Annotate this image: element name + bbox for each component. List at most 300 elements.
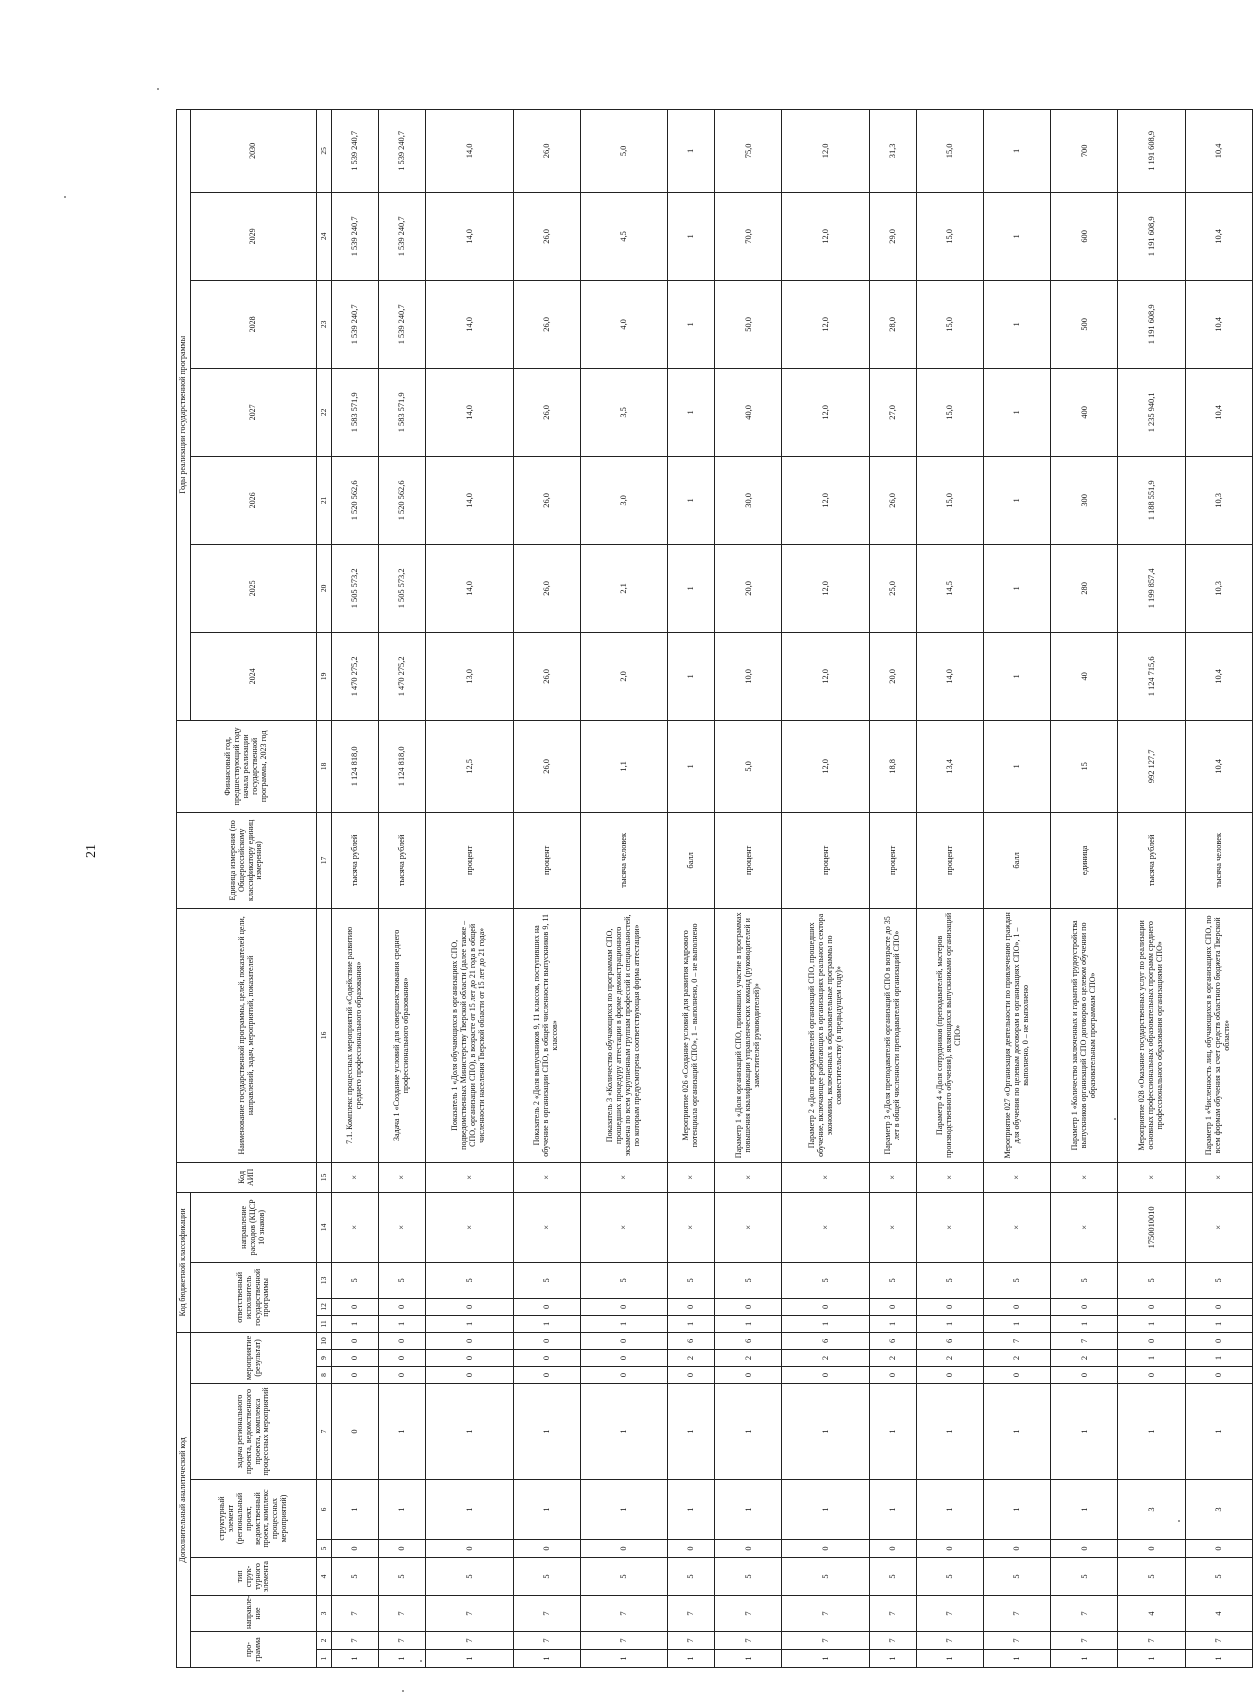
code-cell: 1 [332,1480,379,1540]
code-cell: × [1051,1162,1118,1192]
base-year-value: 5,0 [715,720,782,812]
code-cell: 7 [984,1596,1051,1632]
code-cell: 0 [513,1367,580,1384]
code-cell: 0 [1185,1298,1252,1315]
base-year-value: 1 124 818,0 [379,720,426,812]
year-value: 700 [1051,109,1118,192]
col-index: 12 [317,1298,332,1315]
code-cell: 1 [869,1315,916,1332]
header-year-2030: 2030 [191,109,317,192]
year-value: 1 [984,632,1051,720]
year-value: 1 505 573,2 [332,544,379,632]
header-budget-code: Код бюджетной классификации [177,1192,191,1332]
code-cell: 7 [426,1596,513,1632]
col-index: 14 [317,1192,332,1262]
col-index: 17 [317,812,332,908]
code-cell: 0 [379,1298,426,1315]
year-value: 5,0 [580,109,667,192]
code-cell: 5 [1118,1262,1185,1298]
code-cell: × [984,1192,1051,1262]
base-year-value: 10,4 [1185,720,1252,812]
code-cell: × [332,1192,379,1262]
year-value: 1 188 551,9 [1118,456,1185,544]
code-cell: 5 [426,1558,513,1596]
year-value: 1 [984,544,1051,632]
code-cell: 0 [513,1350,580,1367]
code-cell: 7 [916,1596,983,1632]
year-value: 14,5 [916,544,983,632]
code-cell: 1 [1118,1384,1185,1480]
col-index: 5 [317,1540,332,1558]
year-value: 400 [1051,368,1118,456]
code-cell: 0 [916,1298,983,1315]
unit-cell: процент [513,812,580,908]
code-cell: 7 [580,1632,667,1650]
year-value: 1 124 715,6 [1118,632,1185,720]
table-row [715,109,782,1667]
base-year-value: 13,4 [916,720,983,812]
col-index: 22 [317,368,332,456]
code-cell: × [668,1192,715,1262]
code-cell: 0 [782,1367,869,1384]
col-index: 9 [317,1350,332,1367]
col-index: 15 [317,1162,332,1192]
code-cell: 0 [984,1298,1051,1315]
year-value: 26,0 [513,192,580,280]
code-cell: 5 [984,1558,1051,1596]
code-cell: 1 [580,1315,667,1332]
code-cell: 1 [916,1315,983,1332]
code-cell: 0 [513,1540,580,1558]
code-cell: 1 [1118,1315,1185,1332]
header-years-group: Годы реализации государственной программы [177,109,191,720]
code-cell: 0 [580,1540,667,1558]
year-value: 75,0 [715,109,782,192]
table-row [1051,109,1118,1667]
code-cell: 0 [715,1540,782,1558]
code-cell: 0 [1118,1367,1185,1384]
year-value: 1 [668,544,715,632]
base-year-value: 1 [668,720,715,812]
code-cell: 7 [426,1632,513,1650]
col-index: 2 [317,1632,332,1650]
code-cell: 7 [782,1596,869,1632]
year-value: 1 235 940,1 [1118,368,1185,456]
code-cell: 7 [668,1632,715,1650]
year-value: 10,4 [1185,368,1252,456]
col-index: 25 [317,109,332,192]
year-value: 10,0 [715,632,782,720]
code-cell: × [715,1192,782,1262]
year-value: 20,0 [869,632,916,720]
col-index: 13 [317,1262,332,1298]
row-name: Параметр 1 «Количество заключенных и гарантий трудоустройства выпускников организаций СПО договоров о целевом обучении по образовательным программам СПО» [1051,908,1118,1162]
code-cell: 0 [379,1350,426,1367]
code-cell: × [715,1162,782,1192]
year-value: 1 470 275,2 [379,632,426,720]
table-row [379,109,426,1667]
year-value: 15,0 [916,109,983,192]
code-cell: × [580,1162,667,1192]
year-value: 1 520 562,6 [379,456,426,544]
header-year-2027: 2027 [191,368,317,456]
code-cell: 1 [1051,1480,1118,1540]
year-value: 29,0 [869,192,916,280]
code-cell: 6 [715,1332,782,1349]
year-value: 1 [984,368,1051,456]
year-value: 13,0 [426,632,513,720]
table-row [668,109,715,1667]
year-value: 12,0 [782,368,869,456]
code-cell: 0 [668,1367,715,1384]
code-cell: 0 [984,1367,1051,1384]
table-sheet [176,117,1253,1668]
code-cell: 0 [1185,1540,1252,1558]
year-value: 14,0 [426,456,513,544]
year-value: 14,0 [426,192,513,280]
code-cell: 7 [869,1596,916,1632]
year-value: 27,0 [869,368,916,456]
col-index: 16 [317,908,332,1162]
col-index: 20 [317,544,332,632]
year-value: 1 [668,632,715,720]
code-cell: 7 [869,1632,916,1650]
code-cell: 5 [668,1558,715,1596]
year-value: 1 [984,192,1051,280]
year-value: 1 [984,456,1051,544]
year-value: 1 539 240,7 [379,192,426,280]
col-index: 3 [317,1596,332,1632]
code-cell: 1 [715,1384,782,1480]
year-value: 1 [984,109,1051,192]
code-cell: 0 [580,1350,667,1367]
code-cell: 1 [580,1480,667,1540]
code-cell: 1 [426,1650,513,1668]
code-cell: 6 [668,1332,715,1349]
base-year-value: 12,0 [782,720,869,812]
code-cell: × [916,1192,983,1262]
code-cell: 1 [782,1480,869,1540]
code-cell: 7 [1051,1632,1118,1650]
unit-cell: единица [1051,812,1118,908]
code-cell: 2 [916,1350,983,1367]
year-value: 3,5 [580,368,667,456]
year-value: 1 539 240,7 [332,280,379,368]
code-cell: 6 [916,1332,983,1349]
code-cell: 0 [1051,1298,1118,1315]
code-cell: 4 [1185,1596,1252,1632]
code-cell: 0 [379,1332,426,1349]
year-value: 70,0 [715,192,782,280]
year-value: 15,0 [916,456,983,544]
code-cell: 0 [869,1298,916,1315]
row-name: Показатель 2 «Доля выпускников 9, 11 классов, поступивших на обучение в организации СПО, в общей численности выпускников 9, 11 классов» [513,908,580,1162]
code-cell: 1 [426,1315,513,1332]
year-value: 10,4 [1185,192,1252,280]
code-cell: 0 [332,1367,379,1384]
code-cell: 1 [715,1315,782,1332]
header-base-year: Финансовый год, предшествующий году начала реализации государственной программы, 2023 год [177,720,317,812]
code-cell: 5 [715,1262,782,1298]
header-struct-element: структурный элемент (региональный проект, ведомственный проект, комплекс процессных мероприятий) [191,1480,317,1558]
base-year-value: 26,0 [513,720,580,812]
table-row [869,109,916,1667]
year-value: 14,0 [426,280,513,368]
year-value: 4,5 [580,192,667,280]
year-value: 10,4 [1185,109,1252,192]
code-cell: 0 [916,1367,983,1384]
code-cell: 5 [332,1558,379,1596]
code-cell: × [1185,1162,1252,1192]
code-cell: 1 [1051,1650,1118,1668]
year-value: 3,0 [580,456,667,544]
code-cell: × [513,1162,580,1192]
code-cell: 0 [782,1298,869,1315]
unit-cell: процент [869,812,916,908]
code-cell: 5 [332,1262,379,1298]
code-cell: 7 [332,1632,379,1650]
header-unit: Единица измерения (по Общероссийскому классификатору единиц измерения) [177,812,317,908]
header-expense-direction: направление расходов (КЦСР 10 знаков) [191,1192,317,1262]
code-cell: 5 [984,1262,1051,1298]
unit-cell: процент [782,812,869,908]
year-value: 10,3 [1185,456,1252,544]
code-cell: 1750010010 [1118,1192,1185,1262]
col-index: 18 [317,720,332,812]
year-value: 600 [1051,192,1118,280]
code-cell: 5 [1051,1262,1118,1298]
code-cell: 5 [869,1558,916,1596]
table-row [332,109,379,1667]
code-cell: 6 [869,1332,916,1349]
code-cell: 1 [426,1384,513,1480]
code-cell: 1 [1051,1315,1118,1332]
code-cell: 1 [332,1315,379,1332]
code-cell: 0 [1051,1540,1118,1558]
code-cell: 3 [1118,1480,1185,1540]
code-cell: 4 [1118,1596,1185,1632]
header-year-2029: 2029 [191,192,317,280]
base-year-value: 18,8 [869,720,916,812]
row-name: Параметр 3 «Доля преподавателей организаций СПО в возрасте до 35 лет в общей численности преподавателей организаций СПО» [869,908,916,1162]
code-cell: 1 [379,1650,426,1668]
table-row [1185,109,1252,1667]
code-cell: 1 [984,1384,1051,1480]
program-table [176,109,1253,1668]
rotated-page-wrapper [176,117,1253,1668]
header-aip-code: Код АИП [177,1162,317,1192]
code-cell: 0 [513,1298,580,1315]
code-cell: 1 [1185,1350,1252,1367]
year-value: 10,4 [1185,280,1252,368]
code-cell: 0 [426,1350,513,1367]
unit-cell: тысяча человек [1185,812,1252,908]
table-row [782,109,869,1667]
table-row [916,109,983,1667]
code-cell: 1 [916,1650,983,1668]
year-value: 1 470 275,2 [332,632,379,720]
code-cell: 5 [1185,1262,1252,1298]
code-cell: 1 [668,1315,715,1332]
table-body [332,109,1253,1667]
unit-cell: тысяча человек [580,812,667,908]
code-cell: 1 [379,1315,426,1332]
year-value: 1 539 240,7 [332,192,379,280]
code-cell: 7 [984,1332,1051,1349]
code-cell: 7 [513,1632,580,1650]
code-cell: 5 [1118,1558,1185,1596]
col-index: 8 [317,1367,332,1384]
col-index: 6 [317,1480,332,1540]
code-cell: 0 [984,1540,1051,1558]
year-value: 26,0 [513,280,580,368]
table-row [580,109,667,1667]
year-value: 12,0 [782,456,869,544]
year-value: 1 [668,109,715,192]
code-cell: 7 [332,1596,379,1632]
code-cell: 5 [379,1262,426,1298]
col-index: 11 [317,1315,332,1332]
code-cell: 0 [580,1367,667,1384]
code-cell: 1 [1185,1650,1252,1668]
code-cell: 0 [1118,1540,1185,1558]
table-row [984,109,1051,1667]
column-index-row [317,109,332,1667]
code-cell: 5 [379,1558,426,1596]
code-cell: 2 [715,1350,782,1367]
unit-cell: процент [916,812,983,908]
year-value: 1 [668,280,715,368]
col-index: 4 [317,1558,332,1596]
code-cell: 0 [916,1540,983,1558]
code-cell: 0 [379,1367,426,1384]
code-cell: 2 [782,1350,869,1367]
code-cell: 0 [580,1332,667,1349]
code-cell: 1 [715,1650,782,1668]
header-struct-type: тип струк-турного элемента [191,1558,317,1596]
code-cell: 7 [782,1632,869,1650]
year-value: 12,0 [782,192,869,280]
row-name: Параметр 1 «Численность лиц, обучающихся в организациях СПО, по всем формам обучения за счет средств областного бюджета Тверской области» [1185,908,1252,1162]
code-cell: 7 [668,1596,715,1632]
code-cell: 2 [869,1350,916,1367]
year-value: 15,0 [916,368,983,456]
code-cell: 5 [580,1558,667,1596]
code-cell: 1 [984,1650,1051,1668]
code-cell: 1 [1118,1350,1185,1367]
year-value: 1 539 240,7 [332,109,379,192]
code-cell: 1 [379,1480,426,1540]
code-cell: × [869,1192,916,1262]
header-year-2028: 2028 [191,280,317,368]
code-cell: 7 [379,1596,426,1632]
code-cell: 1 [426,1480,513,1540]
base-year-value: 992 127,7 [1118,720,1185,812]
code-cell: 5 [513,1558,580,1596]
code-cell: 5 [580,1262,667,1298]
header-event: мероприятие (результат) [191,1332,317,1383]
code-cell: 7 [1118,1632,1185,1650]
code-cell: 0 [715,1367,782,1384]
year-value: 26,0 [513,456,580,544]
code-cell: 5 [513,1262,580,1298]
code-cell: 5 [916,1262,983,1298]
year-value: 26,0 [869,456,916,544]
code-cell: 7 [1185,1632,1252,1650]
code-cell: 1 [984,1315,1051,1332]
code-cell: 0 [332,1540,379,1558]
year-value: 1 583 571,9 [379,368,426,456]
code-cell: × [580,1192,667,1262]
header-direction: направле-ние [191,1596,317,1632]
year-value: 300 [1051,456,1118,544]
code-cell: 2 [1051,1350,1118,1367]
code-cell: × [782,1192,869,1262]
code-cell: 7 [379,1632,426,1650]
code-cell: 1 [869,1650,916,1668]
year-value: 14,0 [916,632,983,720]
year-value: 1 [668,368,715,456]
row-name: Показатель 1 «Доля обучающихся в организациях СПО, подведомственных Министерству Тверской области (далее также – СПО, организации СПО), в возрасте от 15 лет до 21 года в общей численности населения Тверской области от 15 лет до 21 года» [426,908,513,1162]
code-cell: 3 [1185,1480,1252,1540]
year-value: 12,0 [782,280,869,368]
code-cell: × [668,1162,715,1192]
year-value: 14,0 [426,368,513,456]
header-task: задача регионального проекта, ведомственного проекта, комплекса процессных мероприятий [191,1384,317,1480]
year-value: 1 539 240,7 [379,109,426,192]
code-cell: 7 [1051,1332,1118,1349]
year-value: 40,0 [715,368,782,456]
code-cell: 0 [869,1367,916,1384]
code-cell: 0 [426,1332,513,1349]
year-value: 50,0 [715,280,782,368]
code-cell: × [782,1162,869,1192]
year-value: 1 [668,456,715,544]
code-cell: 1 [1051,1384,1118,1480]
code-cell: 1 [379,1384,426,1480]
table-row [426,109,513,1667]
code-cell: 5 [1185,1558,1252,1596]
year-value: 1 191 608,9 [1118,192,1185,280]
col-index: 24 [317,192,332,280]
col-index: 7 [317,1384,332,1480]
year-value: 20,0 [715,544,782,632]
unit-cell: тысяча рублей [332,812,379,908]
code-cell: 6 [782,1332,869,1349]
year-value: 1 505 573,2 [379,544,426,632]
code-cell: × [426,1192,513,1262]
year-value: 40 [1051,632,1118,720]
code-cell: 1 [869,1384,916,1480]
year-value: 1 583 571,9 [332,368,379,456]
code-cell: 1 [580,1384,667,1480]
code-cell: × [1185,1192,1252,1262]
code-cell: 1 [984,1480,1051,1540]
header-executor: ответственный исполнитель государственной программы [191,1262,317,1332]
page-number: 21 [84,844,99,858]
year-value: 1 199 857,4 [1118,544,1185,632]
code-cell: 1 [1185,1315,1252,1332]
code-cell: 1 [1118,1650,1185,1668]
code-cell: 7 [916,1632,983,1650]
code-cell: 0 [426,1298,513,1315]
code-cell: 1 [869,1480,916,1540]
code-cell: 5 [715,1558,782,1596]
code-cell: 0 [379,1540,426,1558]
code-cell: 5 [916,1558,983,1596]
code-cell: × [513,1192,580,1262]
code-cell: 5 [782,1558,869,1596]
